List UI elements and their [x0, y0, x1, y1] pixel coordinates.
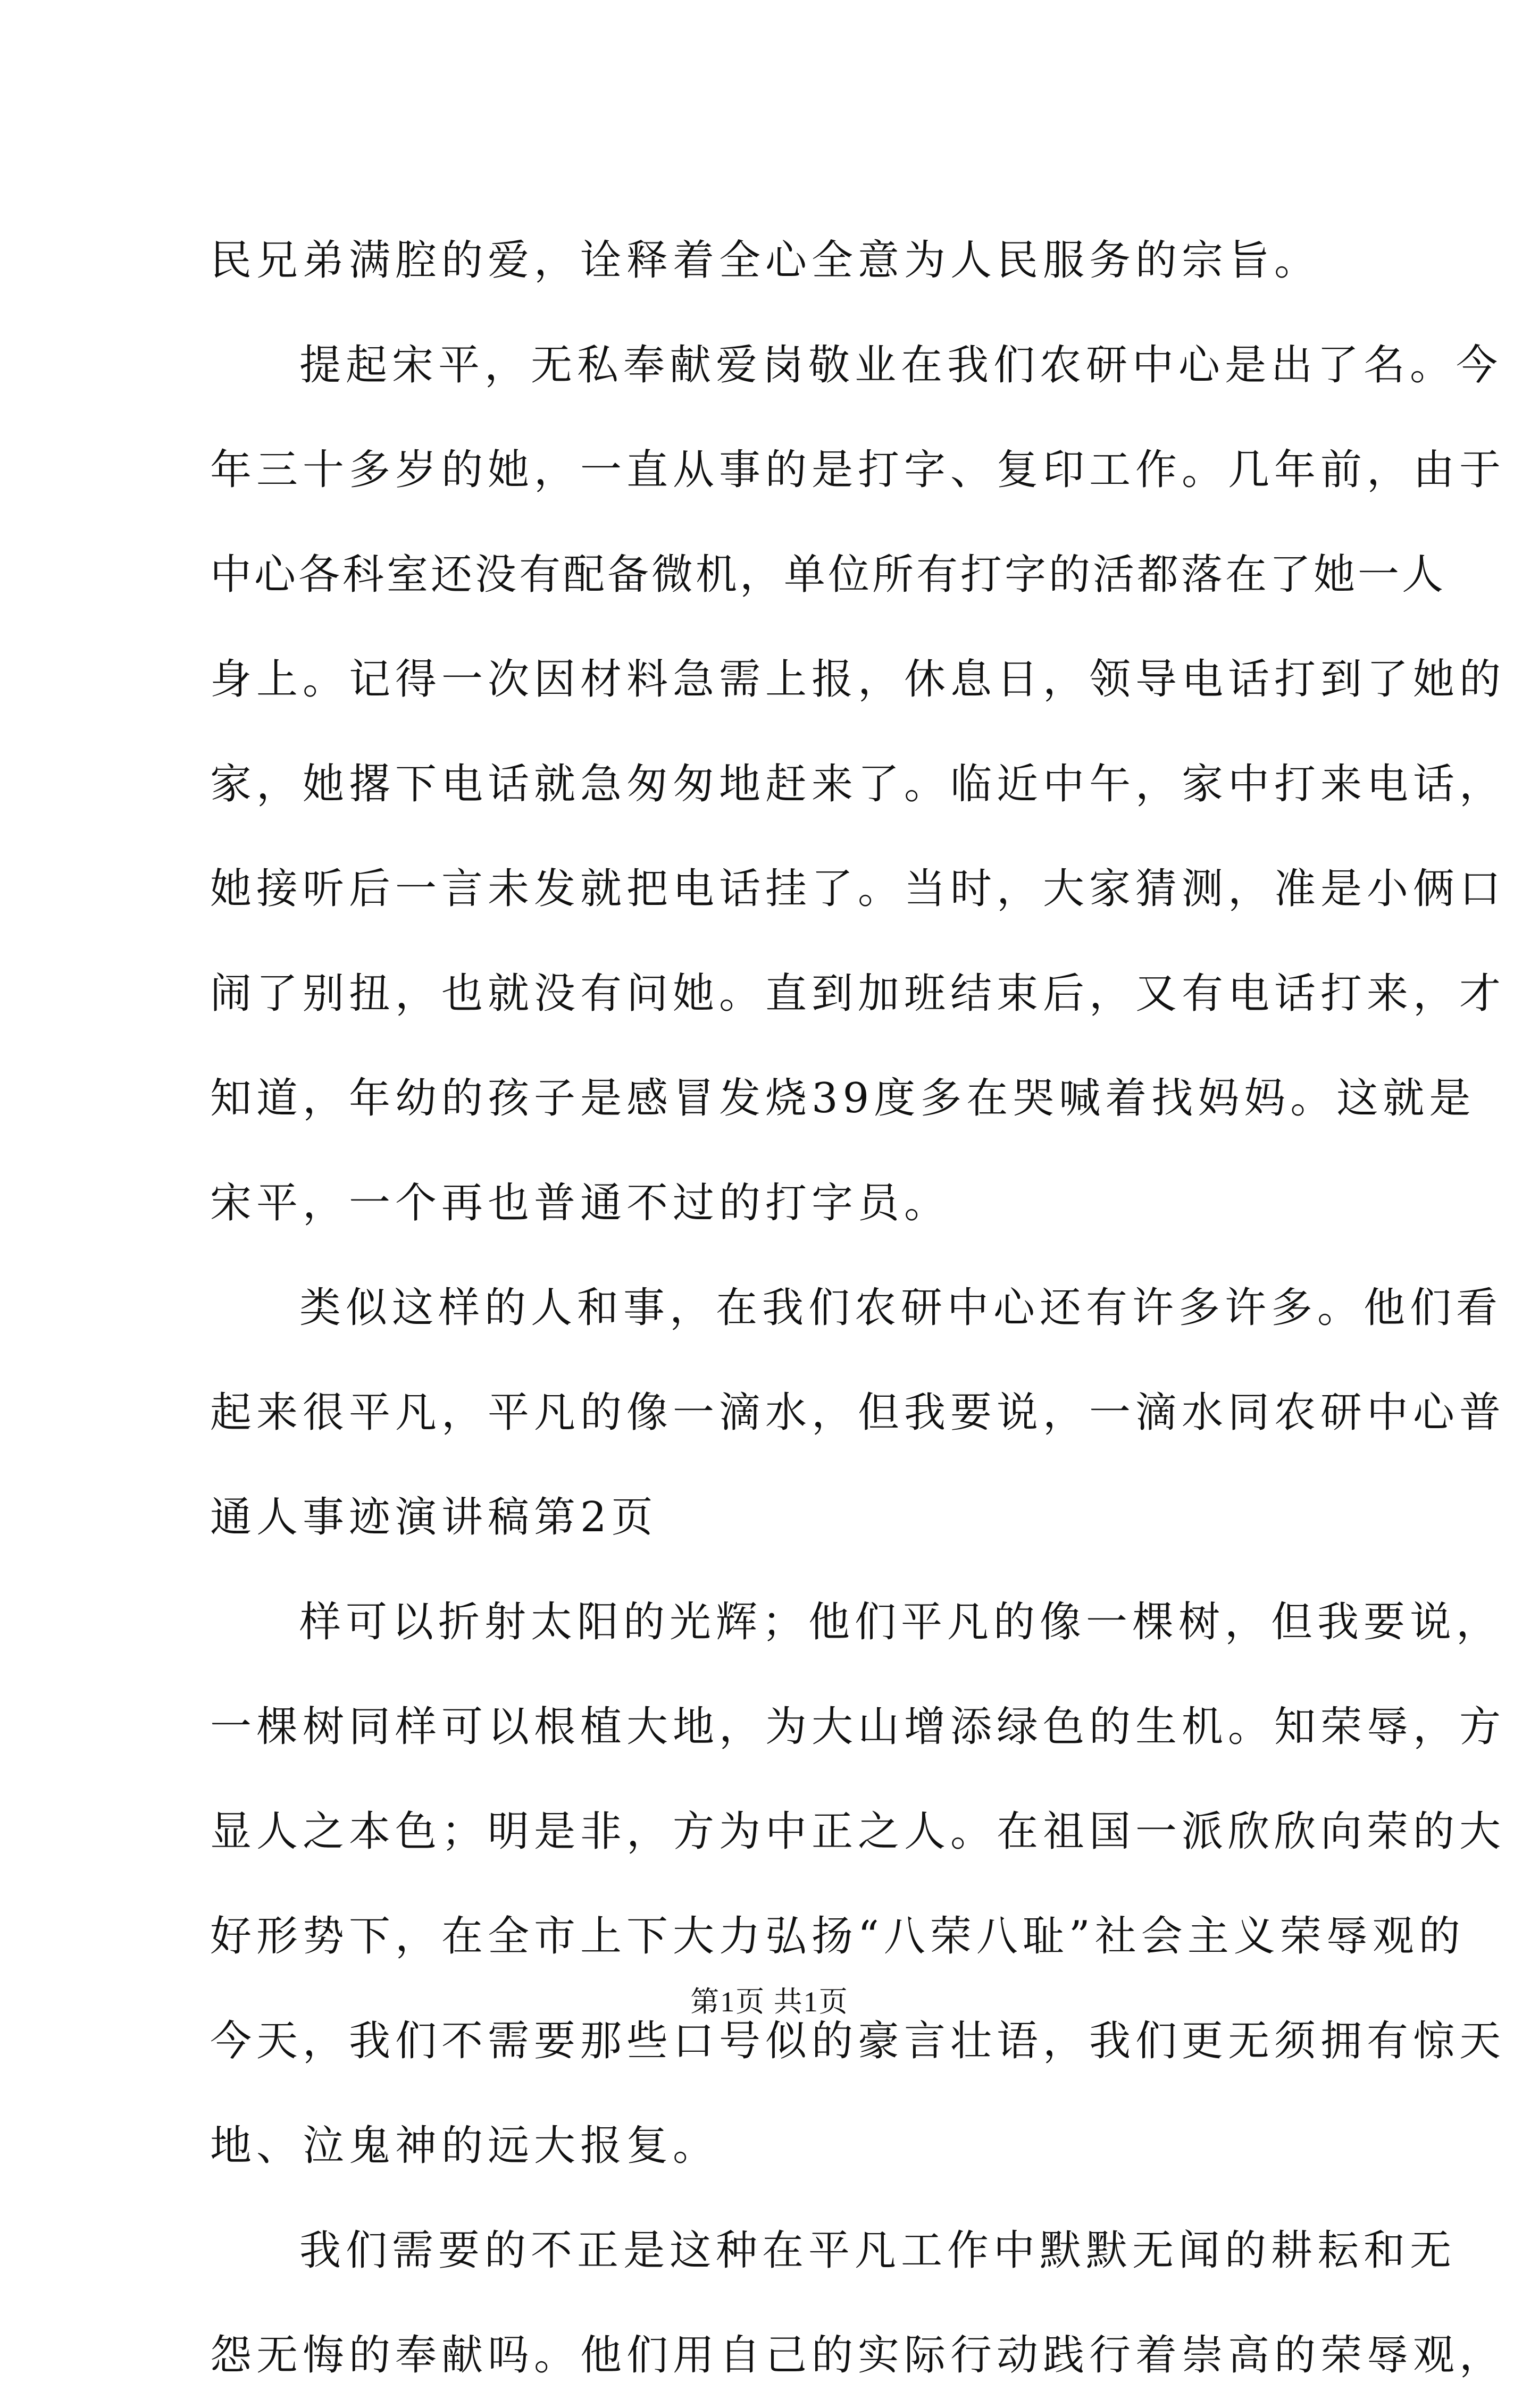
text-line: 通人事迹演讲稿第2页 [210, 1494, 658, 1541]
text-line: 中心各科室还没有配备微机，单位所有打字的活都落在了她一人 [210, 551, 1446, 599]
text-line: 好形势下，在全市上下大力弘扬“八荣八耻”社会主义荣辱观的 [210, 1912, 1465, 1960]
text-line: 一棵树同样可以根植大地，为大山增添绿色的生机。知荣辱，方 [210, 1703, 1506, 1751]
text-line: 年三十多岁的她，一直从事的是打字、复印工作。几年前，由于 [210, 446, 1506, 494]
paragraph-start-line: 样可以折射太阳的光辉；他们平凡的像一棵树，但我要说， [299, 1598, 1503, 1646]
text-line: 显人之本色；明是非，方为中正之人。在祖国一派欣欣向荣的大 [210, 1808, 1506, 1856]
paragraph-start-line: 类似这样的人和事，在我们农研中心还有许多许多。他们看 [299, 1284, 1503, 1332]
text-line: 宋平，一个再也普通不过的打字员。 [210, 1179, 951, 1227]
text-line: 身上。记得一次因材料急需上报，休息日，领导电话打到了她的 [210, 656, 1506, 703]
text-line: 她接听后一言未发就把电话挂了。当时，大家猜测，准是小俩口 [210, 865, 1506, 913]
document-body [210, 208, 1506, 2408]
text-line: 今天，我们不需要那些口号似的豪言壮语，我们更无须拥有惊天 [210, 2017, 1506, 2065]
page-footer: 第1页 共1页 [690, 1986, 849, 2018]
paragraph-start-line: 提起宋平，无私奉献爱岗敬业在我们农研中心是出了名。今 [299, 341, 1503, 389]
text-line: 地、泣鬼神的远大报复。 [210, 2122, 720, 2170]
paragraph-start-line: 我们需要的不正是这种在平凡工作中默默无闻的耕耘和无 [299, 2227, 1457, 2275]
text-line: 家，她撂下电话就急匆匆地赶来了。临近中午，家中打来电话， [210, 760, 1506, 808]
text-line: 怨无悔的奉献吗。他们用自己的实际行动践行着崇高的荣辱观， [210, 2331, 1506, 2379]
text-line: 知道，年幼的孩子是感冒发烧39度多在哭喊着找妈妈。这就是 [210, 1075, 1476, 1122]
text-line: 闹了别扭，也就没有问她。直到加班结束后，又有电话打来，才 [210, 970, 1506, 1018]
text-line: 起来很平凡，平凡的像一滴水，但我要说，一滴水同农研中心普 [210, 1389, 1506, 1437]
text-line: 民兄弟满腔的爱，诠释着全心全意为人民服务的宗旨。 [210, 237, 1321, 284]
